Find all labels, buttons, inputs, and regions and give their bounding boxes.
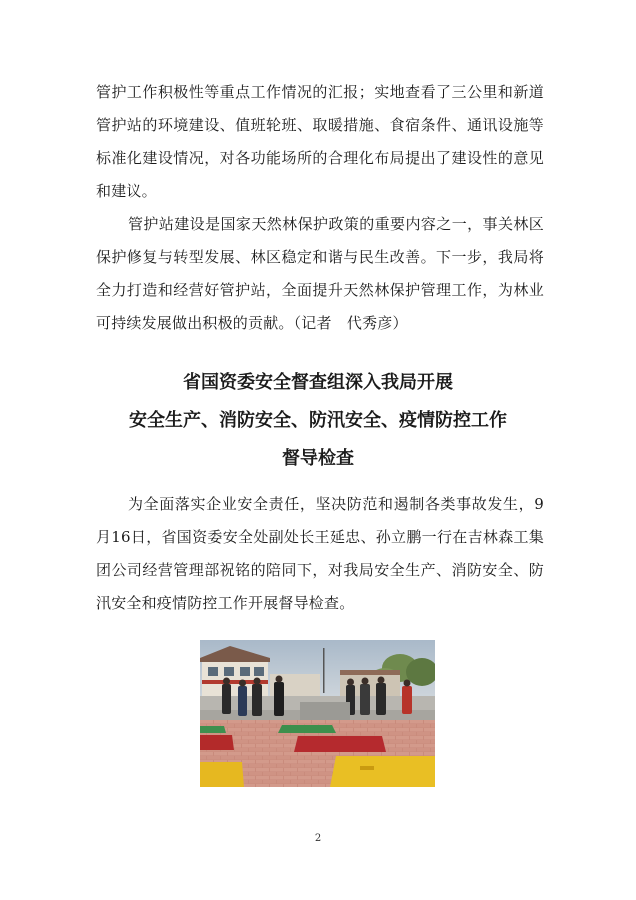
page-number: 2 [314, 833, 322, 844]
article2-title-line-3: 督导检查 [282, 448, 354, 469]
article2-title-line-1: 省国资委安全督查组深入我局开展 [183, 372, 453, 393]
article1-paragraph-1: 管护工作积极性等重点工作情况的汇报；实地查看了三公里和新道管护站的环境建设、值班轮班、取暖措施、食宿条件、通讯设施等标准化建设情况，对各功能场所的合理化布局提出了建设性的意见和建议。 [96, 83, 544, 200]
article2-paragraph-1: 为全面落实企业安全责任，坚决防范和遏制各类事故发生，9月16日，省国资委安全处副处长王延忠、孙立鹏一行在吉林森工集团公司经营管理部祝铭的陪同下，对我局安全生产、消防安全、防汛安全和疫情防控工作开展督导检查。 [96, 495, 544, 612]
inspection-photo [200, 640, 435, 787]
article1-paragraph-2: 管护站建设是国家天然林保护政策的重要内容之一，事关林区保护修复与转型发展、林区稳定和谐与民生改善。下一步，我局将全力打造和经营好管护站，全面提升天然林保护管理工作，为林业可持续发展做出积极的贡献。（记者 代秀彦） [96, 215, 544, 332]
article2-title-line-2: 安全生产、消防安全、防汛安全、疫情防控工作 [129, 410, 507, 431]
